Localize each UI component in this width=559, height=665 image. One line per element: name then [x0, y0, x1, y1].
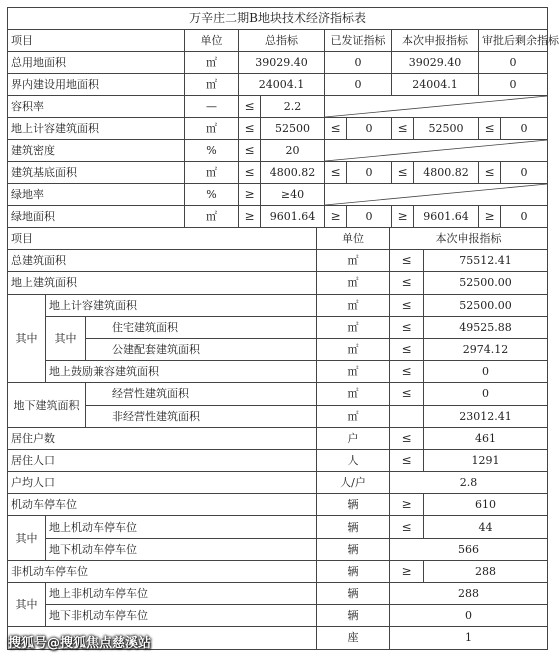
row-unit: 辆	[317, 560, 390, 582]
row-current: 52500	[414, 118, 479, 140]
header-item: 项目	[8, 228, 317, 250]
header-item: 项目	[8, 30, 185, 52]
row-item: 户均人口	[8, 472, 317, 494]
row-item: 建筑基底面积	[8, 162, 185, 184]
row-total-symbol: ≥	[239, 206, 261, 228]
row-symbol: ≥	[390, 494, 424, 516]
row-symbol: ≤	[390, 316, 424, 338]
group-label-qizhong: 其中	[8, 294, 46, 383]
table-row	[8, 583, 548, 605]
row-value: 0	[390, 605, 548, 627]
table-title: 万辛庄二期B地块技术经济指标表	[8, 8, 548, 30]
row-unit: ㎡	[185, 162, 239, 184]
table-row	[8, 361, 548, 383]
row-item: 绿地面积	[8, 206, 185, 228]
row-remaining-symbol: ≤	[479, 162, 501, 184]
row-unit: 辆	[317, 538, 390, 560]
row-remaining: 0	[501, 118, 548, 140]
row-item: 机动车停车位	[8, 494, 317, 516]
row-unit: ㎡	[185, 118, 239, 140]
row-current: 4800.82	[414, 162, 479, 184]
row-issued: 0	[325, 74, 392, 96]
row-unit: ㎡	[185, 74, 239, 96]
row-current: 9601.64	[414, 206, 479, 228]
row-total-symbol: ≤	[239, 140, 261, 162]
row-value: 44	[424, 516, 548, 538]
table-row	[8, 338, 548, 360]
row-symbol: ≤	[390, 250, 424, 272]
row-unit: 人/户	[317, 472, 390, 494]
row-issued: 0	[347, 162, 392, 184]
table-row	[8, 250, 548, 272]
row-unit: 辆	[317, 583, 390, 605]
row-remaining: 0	[501, 162, 548, 184]
row-issued-symbol: ≤	[325, 162, 347, 184]
row-unit: ㎡	[317, 272, 390, 294]
row-unit: ㎡	[185, 206, 239, 228]
source-watermark: 搜狐号@搜狐焦点慈溪站	[8, 636, 152, 651]
row-remaining-symbol: ≤	[479, 118, 501, 140]
row-item: 经营性建筑面积	[86, 383, 317, 405]
row-value: 610	[424, 494, 548, 516]
row-total: ≥40	[261, 184, 325, 206]
table-row	[8, 427, 548, 449]
row-unit: 辆	[317, 494, 390, 516]
row-value: 288	[390, 583, 548, 605]
row-total: 9601.64	[261, 206, 325, 228]
row-value: 566	[390, 538, 548, 560]
row-item: 公建配套建筑面积	[86, 338, 317, 360]
row-symbol: ≤	[390, 427, 424, 449]
row-symbol: ≤	[390, 383, 424, 405]
row-current-symbol: ≤	[392, 162, 414, 184]
row-remaining: 0	[501, 206, 548, 228]
group-label-underground: 地下建筑面积	[8, 383, 86, 427]
row-item: 地上计容建筑面积	[46, 294, 317, 316]
row-current-symbol: ≥	[392, 206, 414, 228]
row-unit: 辆	[317, 605, 390, 627]
row-unit: —	[185, 96, 239, 118]
diagonal-cell	[325, 140, 548, 162]
row-unit: %	[185, 140, 239, 162]
row-total: 4800.82	[261, 162, 325, 184]
indicator-sheet	[7, 7, 559, 650]
row-symbol	[390, 405, 424, 427]
row-value: 461	[424, 427, 548, 449]
row-unit: 人	[317, 449, 390, 471]
table-row	[8, 472, 548, 494]
row-item: 地下机动车停车位	[46, 538, 317, 560]
row-item: 地上计容建筑面积	[8, 118, 185, 140]
diagonal-cell	[325, 184, 548, 206]
row-symbol: ≤	[390, 361, 424, 383]
header-issued: 已发证指标	[325, 30, 392, 52]
row-remaining: 0	[479, 74, 548, 96]
table-row	[8, 272, 548, 294]
row-value: 23012.41	[424, 405, 548, 427]
row-value: 288	[424, 560, 548, 582]
row-value: 2974.12	[424, 338, 548, 360]
row-value: 0	[424, 383, 548, 405]
table-row	[8, 538, 548, 560]
table-row	[8, 52, 548, 74]
row-remaining: 0	[479, 52, 548, 74]
row-value: 52500.00	[424, 272, 548, 294]
header-current: 本次申报指标	[390, 228, 548, 250]
row-current: 24004.1	[392, 74, 479, 96]
row-total: 39029.40	[239, 52, 325, 74]
row-total-symbol: ≥	[239, 184, 261, 206]
table-row	[8, 560, 548, 582]
row-unit: ㎡	[317, 361, 390, 383]
header-remaining: 审批后剩余指标	[479, 30, 548, 52]
row-total: 20	[261, 140, 325, 162]
row-item: 总用地面积	[8, 52, 185, 74]
row-symbol: ≤	[390, 516, 424, 538]
row-value: 1	[390, 627, 548, 649]
row-item: 非机动车停车位	[8, 560, 317, 582]
row-total-symbol: ≤	[239, 162, 261, 184]
row-total-symbol: ≤	[239, 118, 261, 140]
table-row	[8, 516, 548, 538]
header-current: 本次申报指标	[392, 30, 479, 52]
row-current-symbol: ≤	[392, 118, 414, 140]
indicator-table-1	[7, 7, 559, 228]
row-item: 地上鼓励兼容建筑面积	[46, 361, 317, 383]
row-symbol: ≤	[390, 272, 424, 294]
table-header-row	[8, 228, 548, 250]
row-total-symbol: ≤	[239, 96, 261, 118]
row-total: 52500	[261, 118, 325, 140]
row-item: 总建筑面积	[8, 250, 317, 272]
row-issued: 0	[325, 52, 392, 74]
row-unit: ㎡	[317, 294, 390, 316]
diagonal-line	[325, 96, 547, 117]
row-unit: ㎡	[317, 405, 390, 427]
row-remaining-symbol: ≥	[479, 206, 501, 228]
table-row	[8, 140, 548, 162]
table-row	[8, 605, 548, 627]
row-value: 75512.41	[424, 250, 548, 272]
row-item: 居住人口	[8, 449, 317, 471]
row-value: 49525.88	[424, 316, 548, 338]
row-item: 居住户数	[8, 427, 317, 449]
table-row	[8, 162, 548, 184]
row-item: 容积率	[8, 96, 185, 118]
header-unit: 单位	[185, 30, 239, 52]
row-issued-symbol: ≥	[325, 206, 347, 228]
row-symbol: ≤	[390, 294, 424, 316]
row-issued: 0	[347, 206, 392, 228]
row-issued-symbol: ≤	[325, 118, 347, 140]
table-row	[8, 74, 548, 96]
subgroup-label-qizhong: 其中	[46, 316, 86, 360]
row-item: 界内建设用地面积	[8, 74, 185, 96]
row-symbol: ≥	[390, 560, 424, 582]
header-total: 总指标	[239, 30, 325, 52]
row-symbol: ≤	[390, 338, 424, 360]
row-current: 39029.40	[392, 52, 479, 74]
row-unit: ㎡	[317, 316, 390, 338]
table-row	[8, 184, 548, 206]
row-issued: 0	[347, 118, 392, 140]
row-item: 住宅建筑面积	[86, 316, 317, 338]
row-total: 2.2	[261, 96, 325, 118]
row-item: 地上非机动车停车位	[46, 583, 317, 605]
row-unit: 辆	[317, 516, 390, 538]
row-item: 非经营性建筑面积	[86, 405, 317, 427]
group-label-qizhong: 其中	[8, 516, 46, 560]
row-unit: ㎡	[317, 338, 390, 360]
table-row	[8, 405, 548, 427]
row-item: 建筑密度	[8, 140, 185, 162]
row-item: 绿地率	[8, 184, 185, 206]
row-unit: ㎡	[317, 383, 390, 405]
table-row	[8, 96, 548, 118]
table-header-row	[8, 30, 548, 52]
row-total: 24004.1	[239, 74, 325, 96]
table-row	[8, 316, 548, 338]
row-value: 52500.00	[424, 294, 548, 316]
header-unit: 单位	[317, 228, 390, 250]
diagonal-line	[325, 184, 547, 205]
table-row	[8, 118, 548, 140]
row-item: 地上机动车停车位	[46, 516, 317, 538]
row-unit: ㎡	[185, 52, 239, 74]
table-row	[8, 294, 548, 316]
table-row	[8, 383, 548, 405]
row-item: 地上建筑面积	[8, 272, 317, 294]
table-row	[8, 449, 548, 471]
row-unit: 座	[317, 627, 390, 649]
indicator-table-2	[7, 227, 548, 650]
row-value: 2.8	[390, 472, 548, 494]
table-row	[8, 494, 548, 516]
row-symbol: ≤	[390, 449, 424, 471]
diagonal-cell	[325, 96, 548, 118]
row-value: 0	[424, 361, 548, 383]
diagonal-line	[325, 140, 547, 161]
table-row	[8, 206, 548, 228]
row-unit: 户	[317, 427, 390, 449]
row-unit: ㎡	[317, 250, 390, 272]
group-label-qizhong: 其中	[8, 583, 46, 627]
row-unit: %	[185, 184, 239, 206]
row-item: 地下非机动车停车位	[46, 605, 317, 627]
row-value: 1291	[424, 449, 548, 471]
